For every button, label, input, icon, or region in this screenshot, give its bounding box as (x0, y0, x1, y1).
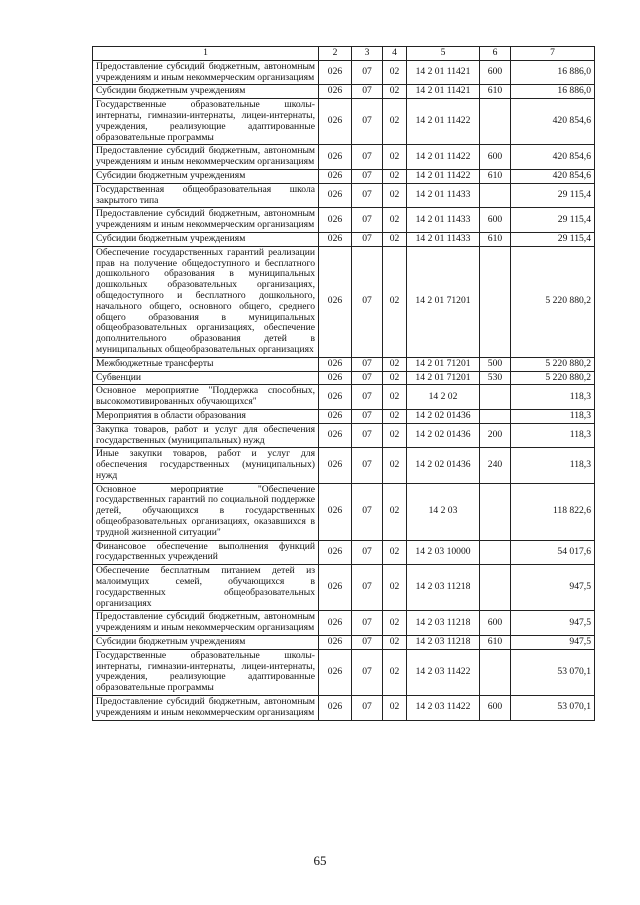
section-code-cell: 07 (352, 423, 383, 448)
section-code-cell: 07 (352, 649, 383, 695)
amount-cell: 54 017,6 (511, 540, 595, 565)
column-header: 6 (480, 47, 511, 61)
target-article-cell: 14 2 03 (407, 483, 480, 540)
subsection-code-cell: 02 (383, 448, 407, 483)
table-row (93, 611, 595, 636)
row-name-cell: Финансовое обеспечение выполнения функций государственных учреждений (93, 540, 319, 565)
table-row (93, 85, 595, 99)
expense-type-cell: 500 (480, 357, 511, 371)
subsection-code-cell: 02 (383, 409, 407, 423)
target-article-cell: 14 2 01 71201 (407, 246, 480, 357)
row-name-cell: Субсидии бюджетным учреждениям (93, 85, 319, 99)
table-row (93, 357, 595, 371)
subsection-code-cell: 02 (383, 169, 407, 183)
ministry-code-cell: 026 (319, 696, 352, 721)
page-number: 65 (313, 853, 327, 868)
section-code-cell: 07 (352, 540, 383, 565)
amount-cell: 118,3 (511, 385, 595, 410)
expense-type-cell: 600 (480, 60, 511, 85)
target-article-cell: 14 2 03 10000 (407, 540, 480, 565)
amount-cell: 16 886,0 (511, 60, 595, 85)
target-article-cell: 14 2 02 01436 (407, 423, 480, 448)
table-row (93, 483, 595, 540)
row-name-cell: Субсидии бюджетным учреждениям (93, 636, 319, 650)
ministry-code-cell: 026 (319, 483, 352, 540)
row-name-cell: Основное мероприятие "Обеспечение государственных гарантий по социальной поддержке детей, обучающихся в государственных общеобразовательных организациях, оказавшихся в трудной жизненной ситуации" (93, 483, 319, 540)
section-code-cell: 07 (352, 385, 383, 410)
section-code-cell: 07 (352, 636, 383, 650)
amount-cell: 118,3 (511, 423, 595, 448)
expense-type-cell: 610 (480, 85, 511, 99)
expense-type-cell (480, 540, 511, 565)
section-code-cell: 07 (352, 611, 383, 636)
subsection-code-cell: 02 (383, 636, 407, 650)
expense-type-cell: 240 (480, 448, 511, 483)
section-code-cell: 07 (352, 145, 383, 170)
subsection-code-cell: 02 (383, 649, 407, 695)
table-row (93, 246, 595, 357)
table-row (93, 232, 595, 246)
row-name-cell: Предоставление субсидий бюджетным, автономным учреждениям и иным некоммерческим организациям (93, 611, 319, 636)
ministry-code-cell: 026 (319, 385, 352, 410)
section-code-cell: 07 (352, 483, 383, 540)
ministry-code-cell: 026 (319, 145, 352, 170)
table-row (93, 60, 595, 85)
amount-cell: 947,5 (511, 611, 595, 636)
ministry-code-cell: 026 (319, 565, 352, 611)
table-row (93, 183, 595, 208)
subsection-code-cell: 02 (383, 357, 407, 371)
expense-type-cell (480, 409, 511, 423)
subsection-code-cell: 02 (383, 385, 407, 410)
table-row (93, 409, 595, 423)
subsection-code-cell: 02 (383, 85, 407, 99)
subsection-code-cell: 02 (383, 565, 407, 611)
table-row (93, 371, 595, 385)
expense-type-cell: 200 (480, 423, 511, 448)
row-name-cell: Субвенции (93, 371, 319, 385)
ministry-code-cell: 026 (319, 99, 352, 145)
ministry-code-cell: 026 (319, 208, 352, 233)
subsection-code-cell: 02 (383, 371, 407, 385)
target-article-cell: 14 2 01 11422 (407, 145, 480, 170)
amount-cell: 118,3 (511, 448, 595, 483)
amount-cell: 29 115,4 (511, 183, 595, 208)
row-name-cell: Предоставление субсидий бюджетным, автономным учреждениям и иным некоммерческим организациям (93, 696, 319, 721)
subsection-code-cell: 02 (383, 540, 407, 565)
amount-cell: 420 854,6 (511, 99, 595, 145)
subsection-code-cell: 02 (383, 145, 407, 170)
section-code-cell: 07 (352, 99, 383, 145)
column-header: 5 (407, 47, 480, 61)
ministry-code-cell: 026 (319, 60, 352, 85)
row-name-cell: Субсидии бюджетным учреждениям (93, 169, 319, 183)
ministry-code-cell: 026 (319, 540, 352, 565)
amount-cell: 947,5 (511, 636, 595, 650)
table-row (93, 145, 595, 170)
section-code-cell: 07 (352, 169, 383, 183)
ministry-code-cell: 026 (319, 611, 352, 636)
table-row (93, 565, 595, 611)
subsection-code-cell: 02 (383, 183, 407, 208)
subsection-code-cell: 02 (383, 232, 407, 246)
ministry-code-cell: 026 (319, 183, 352, 208)
subsection-code-cell: 02 (383, 60, 407, 85)
target-article-cell: 14 2 01 71201 (407, 371, 480, 385)
amount-cell: 5 220 880,2 (511, 246, 595, 357)
target-article-cell: 14 2 02 (407, 385, 480, 410)
table-row (93, 649, 595, 695)
expense-type-cell: 530 (480, 371, 511, 385)
section-code-cell: 07 (352, 371, 383, 385)
table-row (93, 448, 595, 483)
subsection-code-cell: 02 (383, 611, 407, 636)
amount-cell: 53 070,1 (511, 696, 595, 721)
row-name-cell: Государственные образовательные школы-интернаты, гимназии-интернаты, лицеи-интернаты, учреждения, реализующие адаптированные образовательные программы (93, 649, 319, 695)
target-article-cell: 14 2 01 11433 (407, 208, 480, 233)
amount-cell: 29 115,4 (511, 208, 595, 233)
row-name-cell: Предоставление субсидий бюджетным, автономным учреждениям и иным некоммерческим организациям (93, 60, 319, 85)
column-header: 3 (352, 47, 383, 61)
subsection-code-cell: 02 (383, 246, 407, 357)
row-name-cell: Мероприятия в области образования (93, 409, 319, 423)
row-name-cell: Основное мероприятие "Поддержка способных, высокомотивированных обучающихся" (93, 385, 319, 410)
table-row (93, 636, 595, 650)
target-article-cell: 14 2 01 11422 (407, 169, 480, 183)
row-name-cell: Предоставление субсидий бюджетным, автономным учреждениям и иным некоммерческим организациям (93, 208, 319, 233)
section-code-cell: 07 (352, 232, 383, 246)
ministry-code-cell: 026 (319, 246, 352, 357)
expense-type-cell (480, 649, 511, 695)
header-row (93, 47, 595, 61)
column-header: 1 (93, 47, 319, 61)
expense-type-cell (480, 246, 511, 357)
target-article-cell: 14 2 02 01436 (407, 448, 480, 483)
expense-type-cell: 610 (480, 169, 511, 183)
row-name-cell: Предоставление субсидий бюджетным, автономным учреждениям и иным некоммерческим организациям (93, 145, 319, 170)
subsection-code-cell: 02 (383, 208, 407, 233)
amount-cell: 947,5 (511, 565, 595, 611)
table-row (93, 208, 595, 233)
amount-cell: 5 220 880,2 (511, 357, 595, 371)
expense-type-cell: 600 (480, 611, 511, 636)
expense-type-cell: 610 (480, 232, 511, 246)
target-article-cell: 14 2 03 11422 (407, 649, 480, 695)
table-row (93, 696, 595, 721)
expense-type-cell (480, 385, 511, 410)
row-name-cell: Обеспечение бесплатным питанием детей из малоимущих семей, обучающихся в государственных общеобразовательных организациях (93, 565, 319, 611)
ministry-code-cell: 026 (319, 371, 352, 385)
row-name-cell: Государственная общеобразовательная школа закрытого типа (93, 183, 319, 208)
target-article-cell: 14 2 01 11433 (407, 183, 480, 208)
target-article-cell: 14 2 01 11433 (407, 232, 480, 246)
expense-type-cell (480, 99, 511, 145)
section-code-cell: 07 (352, 696, 383, 721)
target-article-cell: 14 2 01 71201 (407, 357, 480, 371)
row-name-cell: Субсидии бюджетным учреждениям (93, 232, 319, 246)
ministry-code-cell: 026 (319, 448, 352, 483)
target-article-cell: 14 2 01 11421 (407, 85, 480, 99)
target-article-cell: 14 2 03 11422 (407, 696, 480, 721)
ministry-code-cell: 026 (319, 423, 352, 448)
ministry-code-cell: 026 (319, 85, 352, 99)
subsection-code-cell: 02 (383, 423, 407, 448)
amount-cell: 420 854,6 (511, 169, 595, 183)
amount-cell: 16 886,0 (511, 85, 595, 99)
column-header: 2 (319, 47, 352, 61)
amount-cell: 5 220 880,2 (511, 371, 595, 385)
section-code-cell: 07 (352, 357, 383, 371)
expense-type-cell (480, 483, 511, 540)
row-name-cell: Иные закупки товаров, работ и услуг для обеспечения государственных (муниципальных) нужд (93, 448, 319, 483)
row-name-cell: Государственные образовательные школы-интернаты, гимназии-интернаты, лицеи-интернаты, учреждения, реализующие адаптированные образовательные программы (93, 99, 319, 145)
expense-type-cell: 600 (480, 208, 511, 233)
subsection-code-cell: 02 (383, 99, 407, 145)
ministry-code-cell: 026 (319, 357, 352, 371)
section-code-cell: 07 (352, 409, 383, 423)
target-article-cell: 14 2 03 11218 (407, 565, 480, 611)
section-code-cell: 07 (352, 60, 383, 85)
section-code-cell: 07 (352, 565, 383, 611)
ministry-code-cell: 026 (319, 232, 352, 246)
row-name-cell: Межбюджетные трансферты (93, 357, 319, 371)
column-header: 4 (383, 47, 407, 61)
subsection-code-cell: 02 (383, 696, 407, 721)
column-header: 7 (511, 47, 595, 61)
section-code-cell: 07 (352, 246, 383, 357)
row-name-cell: Закупка товаров, работ и услуг для обеспечения государственных (муниципальных) нужд (93, 423, 319, 448)
target-article-cell: 14 2 02 01436 (407, 409, 480, 423)
section-code-cell: 07 (352, 183, 383, 208)
section-code-cell: 07 (352, 85, 383, 99)
amount-cell: 29 115,4 (511, 232, 595, 246)
ministry-code-cell: 026 (319, 636, 352, 650)
table-row (93, 540, 595, 565)
ministry-code-cell: 026 (319, 409, 352, 423)
amount-cell: 420 854,6 (511, 145, 595, 170)
table-row (93, 385, 595, 410)
expense-type-cell (480, 183, 511, 208)
row-name-cell: Обеспечение государственных гарантий реализации прав на получение общедоступного и бесплатного дошкольного образования в муниципальных дошкольных образовательных организациях, общедоступного и бесплатного дошкольного, начального общего, основного общего, среднего общего образования в муниципальных общеобразовательных организациях, обеспечение дополнительного образования детей в муниципальных общеобразовательных организациях (93, 246, 319, 357)
section-code-cell: 07 (352, 448, 383, 483)
table-row (93, 423, 595, 448)
ministry-code-cell: 026 (319, 649, 352, 695)
expense-type-cell (480, 565, 511, 611)
amount-cell: 118,3 (511, 409, 595, 423)
amount-cell: 53 070,1 (511, 649, 595, 695)
expense-type-cell: 600 (480, 696, 511, 721)
target-article-cell: 14 2 01 11421 (407, 60, 480, 85)
amount-cell: 118 822,6 (511, 483, 595, 540)
expense-type-cell: 610 (480, 636, 511, 650)
target-article-cell: 14 2 03 11218 (407, 611, 480, 636)
subsection-code-cell: 02 (383, 483, 407, 540)
ministry-code-cell: 026 (319, 169, 352, 183)
expense-type-cell: 600 (480, 145, 511, 170)
table-row (93, 99, 595, 145)
budget-table (92, 46, 595, 721)
table-row (93, 169, 595, 183)
target-article-cell: 14 2 01 11422 (407, 99, 480, 145)
section-code-cell: 07 (352, 208, 383, 233)
target-article-cell: 14 2 03 11218 (407, 636, 480, 650)
